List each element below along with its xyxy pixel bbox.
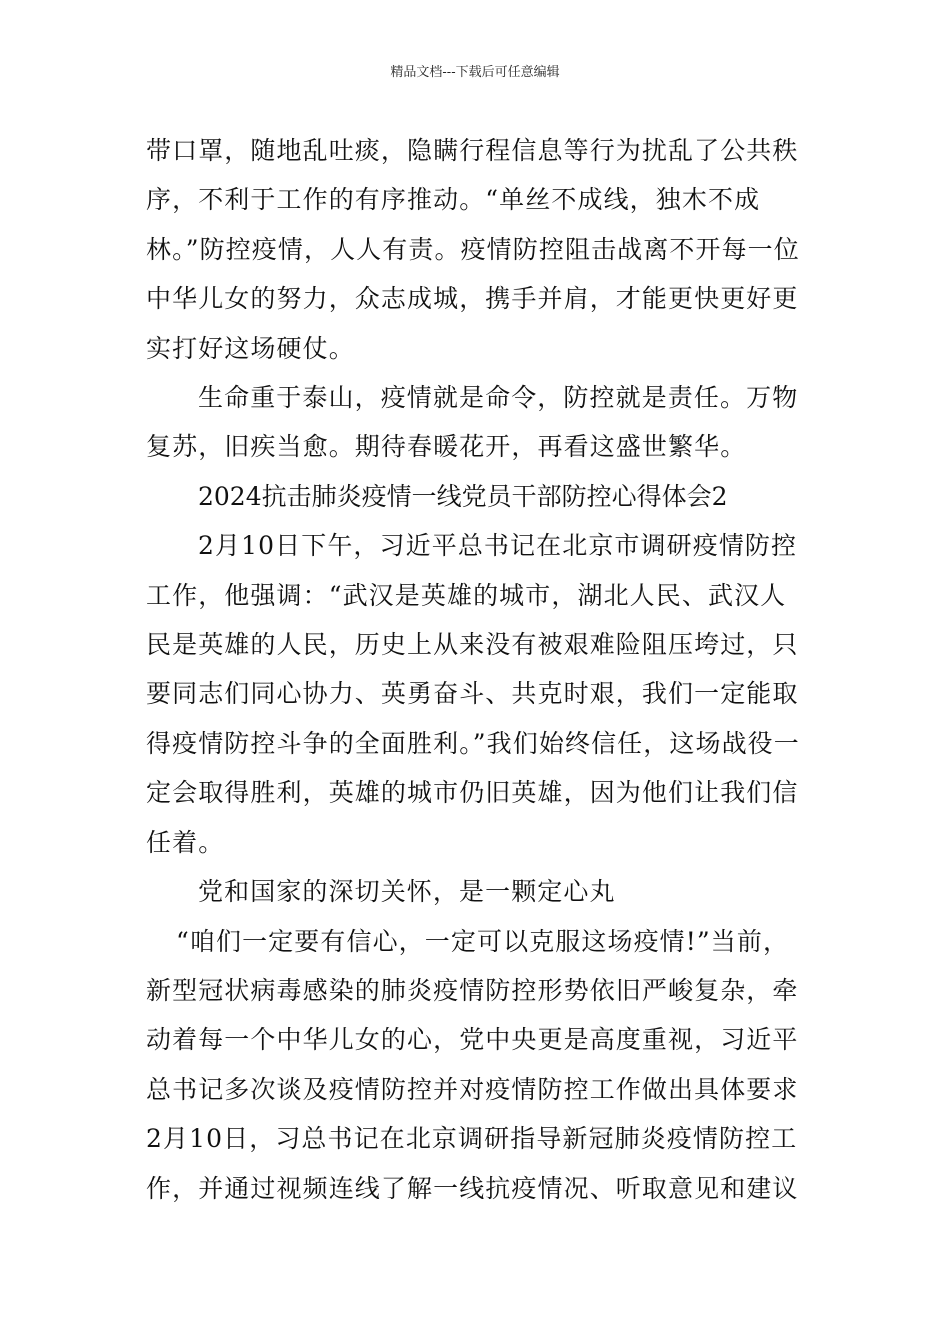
- paragraph-confidence: “咱们一定要有信心，一定可以克服这场疫情!”当前，新型冠状病毒感染的肺炎疫情防控形势依旧严峻复杂，牵动着每一个中华儿女的心，党中央更是高度重视，习近平总书记多次谈及疫情防控并对疫情防控工作做出具体要求2月10日，习总书记在北京调研指导新冠肺炎疫情防控工作，并通过视频连线了解一线抗疫情况、听取意见和建议: [146, 926, 799, 1203]
- paragraph-continuation: 带口罩，随地乱吐痰，隐瞒行程信息等行为扰乱了公共秩序，不利于工作的有序推动。“单丝不成线，独木不成林。”防控疫情，人人有责。疫情防控阻击战离不开每一位中华儿女的努力，众志成城，携手并肩，才能更快更好更实打好这场硬仗。: [146, 136, 800, 363]
- document-body: [146, 126, 806, 1213]
- paragraph-xi-visit: 2月10日下午，习近平总书记在北京市调研疫情防控工作，他强调：“武汉是英雄的城市，湖北人民、武汉人民是英雄的人民，历史上从来没有被艰难险阻压垮过，只要同志们同心协力、英勇奋斗、共克时艰，我们一定能取得疫情防控斗争的全面胜利。”我们始终信任，这场战役一定会取得胜利，英雄的城市仍旧英雄，因为他们让我们信任着。: [146, 531, 800, 857]
- subheading-reassurance: 党和国家的深切关怀，是一颗定心丸: [198, 877, 616, 907]
- page-header: 精品文档---下载后可任意编辑: [390, 65, 560, 80]
- section-title: 2024抗击肺炎疫情一线党员干部防控心得体会2: [198, 481, 728, 511]
- paragraph-life-first: 生命重于泰山，疫情就是命令，防控就是责任。万物复苏，旧疾当愈。期待春暖花开，再看这盛世繁华。: [146, 383, 799, 462]
